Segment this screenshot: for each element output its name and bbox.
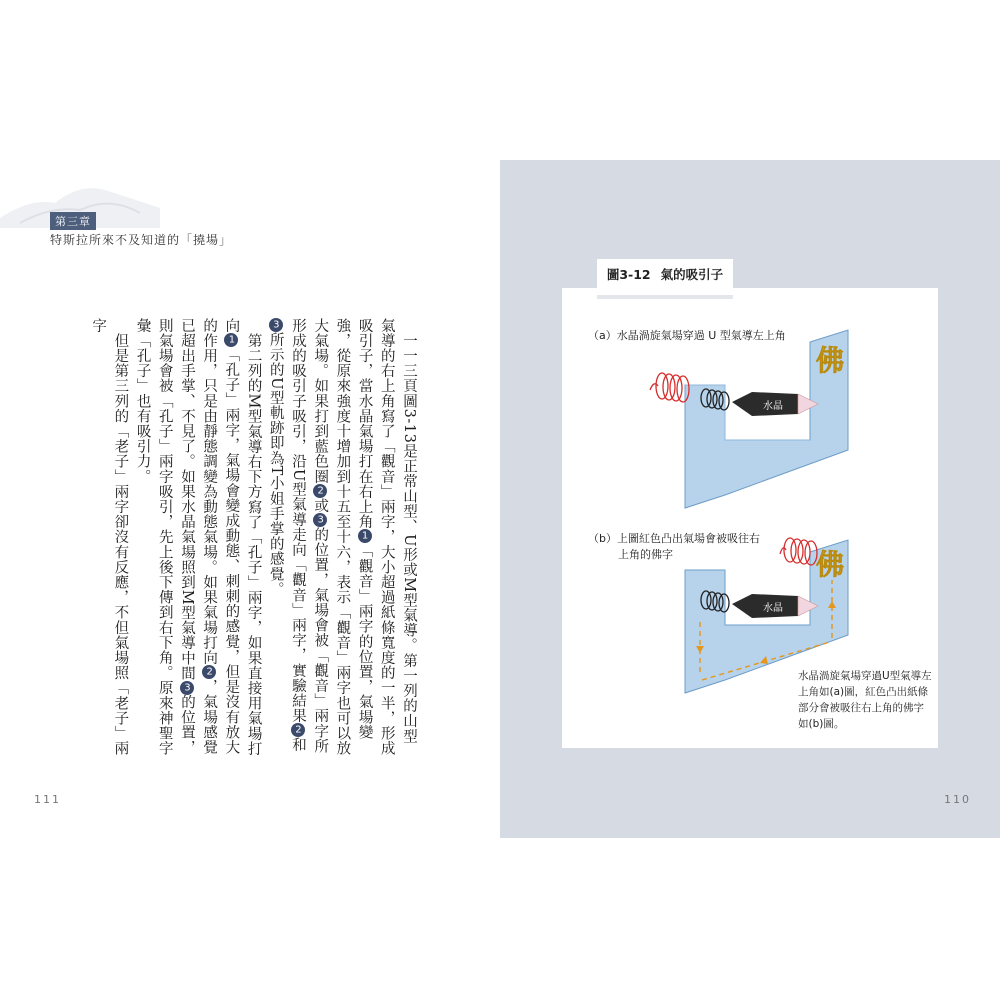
caption-a: （a）水晶渦旋氣場穿過 U 型氣導左上角 xyxy=(588,329,786,342)
chapter-tag: 第三章 xyxy=(50,212,96,230)
red-coil-a xyxy=(650,373,689,402)
paragraph-1: 一一三頁圖3-13是正常山型、U形或M型氣導。第一列的山型氣導的右上角寫了「觀音」兩字，大小超過紙條寬度的一半，形成吸引子，當水晶氣場打在右上角1「觀音」兩字的位置，氣場變強，從原來強度十增加到十五至十六，表示「觀音」兩字也可以放大氣場。如果打到藍色圈2或3的位置，氣場會被「觀音」兩字所形成的吸引子吸引，沿U型氣導走向「觀音」兩字，實驗結果2和3所示的U型軌跡即為T小姐手掌的感覺。 xyxy=(267,318,417,756)
marker-3c: 3 xyxy=(180,681,194,695)
figure-title: 氣的吸引子 xyxy=(660,267,724,282)
marker-2c: 2 xyxy=(202,665,216,679)
figure-number: 圖3-12 xyxy=(606,267,651,282)
figure-title-tab xyxy=(597,259,733,299)
paragraph-2: 第二列的M型氣導右下方寫了「孔子」兩字，如果直接用氣場打向1「孔子」兩字，氣場會變成動態、刺刺的感覺，但是沒有放大的作用，只是由靜態調變為動態氣場。如果氣場打向2，氣場感覺已超出手掌、不見了。如果水晶氣場照到M型氣導中間3的位置，則氣場會被「孔子」兩字吸引，先上後下傳到右下角。原來神聖字彙「孔子」也有吸引力。 xyxy=(134,318,262,757)
caption-b-line2: 上角的佛字 xyxy=(618,548,673,561)
marker-2b: 2 xyxy=(291,723,305,737)
diagram-a xyxy=(640,320,860,520)
caption-b-line1: （b）上圖紅色凸出氣場會被吸往右 xyxy=(588,532,760,545)
page-number-left: 111 xyxy=(34,793,61,806)
marker-3: 3 xyxy=(313,513,327,527)
vertical-body-text xyxy=(70,318,420,758)
marker-3b: 3 xyxy=(269,318,283,332)
buddha-char-a: 佛 xyxy=(816,344,845,377)
crystal-label-b: 水晶 xyxy=(763,603,783,614)
paragraph-3: 但是第三列的「老子」兩字卻沒有反應，不但氣場照「老子」兩字 xyxy=(90,318,129,756)
marker-1c: 1 xyxy=(224,333,238,347)
marker-2: 2 xyxy=(313,484,327,498)
chapter-title: 特斯拉所來不及知道的「撓場」 xyxy=(50,233,233,247)
page-number-right: 110 xyxy=(944,793,971,806)
marker-1: 1 xyxy=(358,529,372,543)
crystal-label-a: 水晶 xyxy=(763,401,783,412)
figure-note: 水晶渦旋氣場穿過U型氣導左上角如(a)圖，紅色凸出紙條部分會被吸往右上角的佛字如(b)圖。 xyxy=(798,670,932,730)
buddha-char-b: 佛 xyxy=(816,548,845,581)
